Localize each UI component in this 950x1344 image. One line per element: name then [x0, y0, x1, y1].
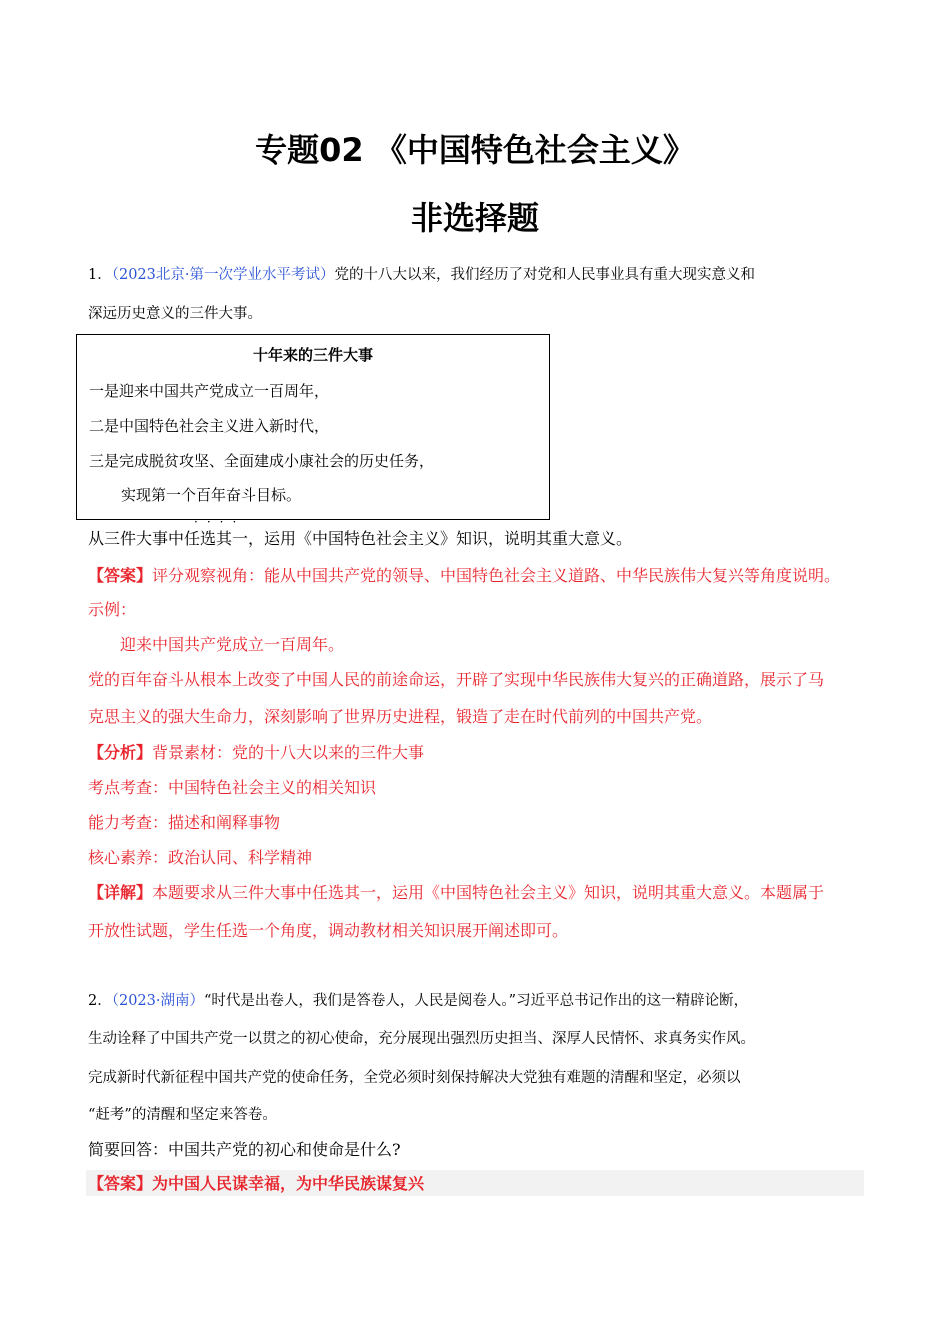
q1-answer-tag: 【答案】 — [88, 566, 153, 585]
q2-stem-line4: “赶考”的清醒和坚定来答卷。 — [88, 1107, 277, 1123]
q2-answer-text: 为中国人民谋幸福，为中华民族谋复兴 — [152, 1174, 425, 1193]
q1-analysis-tag: 【分析】 — [88, 743, 153, 762]
q1-stem-line1 — [88, 264, 755, 286]
q2-stem-line3: 完成新时代新征程中国共产党的使命任务，全党必须时刻保持解决大党独有难题的清醒和坚定，必须以 — [88, 1070, 741, 1086]
q1-detail-text1: 本题要求从三件大事中任选其一，运用《中国特色社会主义》知识，说明其重大意义。本题属于 — [152, 883, 825, 902]
q1-question: 从三件大事中任选其一，运用《中国特色社会主义》知识，说明其重大意义。 — [88, 529, 633, 548]
q1-source: （2023北京·第一次学业水平考试） — [111, 267, 335, 283]
material-item-1: 一是迎来中国共产党成立一百周年， — [89, 382, 330, 400]
q1-example-label: 示例： — [88, 600, 137, 619]
q1-kaodian: 考点考查：中国特色社会主义的相关知识 — [88, 778, 377, 797]
material-box — [76, 334, 550, 520]
q1-answer-text: 评分观察视角：能从中国共产党的领导、中国特色社会主义道路、中华民族伟大复兴等角度说明。 — [152, 566, 841, 585]
q2-stem-line1 — [88, 990, 748, 1012]
q1-analysis-text: 背景素材：党的十八大以来的三件大事 — [152, 743, 425, 762]
material-item-2: 二是中国特色社会主义进入新时代， — [89, 417, 330, 435]
q1-detail-line2: 开放性试题，学生任选一个角度，调动教材相关知识展开阐述即可。 — [88, 921, 569, 940]
q1-number: 1． — [88, 267, 112, 283]
material-item-4: 实现第一个百年奋斗目标。 — [121, 486, 302, 504]
q2-question: 简要回答：中国共产党的初心和使命是什么? — [88, 1140, 401, 1159]
page-title: 专题02 《中国特色社会主义》 — [255, 131, 695, 169]
q1-example-p1: 党的百年奋斗从根本上改变了中国人民的前途命运，开辟了实现中华民族伟大复兴的正确道路，展示了马 — [88, 670, 825, 689]
q1-example-item: 迎来中国共产党成立一百周年。 — [120, 635, 345, 654]
q2-answer — [88, 1173, 424, 1195]
q2-source: （2023·湖南） — [111, 993, 204, 1009]
q1-stem-line2: 深远历史意义的三件大事。 — [88, 306, 262, 322]
q1-detail-tag: 【详解】 — [88, 883, 153, 902]
q1-nengli: 能力考查：描述和阐释事物 — [88, 813, 281, 832]
material-item-3: 三是完成脱贫攻坚、全面建成小康社会的历史任务， — [89, 452, 435, 470]
q2-stem-text1: “时代是出卷人，我们是答卷人，人民是阅卷人。”习近平总书记作出的这一精辟论断， — [204, 993, 749, 1009]
q2-answer-tag: 【答案】 — [88, 1174, 153, 1193]
q2-stem-line2: 生动诠释了中国共产党一以贯之的初心使命，充分展现出强烈历史担当、深厚人民情怀、求真务实作风。 — [88, 1031, 755, 1047]
q1-answer — [88, 565, 840, 587]
page-subtitle: 非选择题 — [410, 199, 539, 237]
material-box-title: 十年来的三件大事 — [252, 346, 373, 364]
q1-example-p2: 克思主义的强大生命力，深刻影响了世界历史进程，锻造了走在时代前列的中国共产党。 — [88, 707, 713, 726]
emphasis-dots: ···· — [194, 515, 246, 529]
q1-detail — [88, 882, 824, 904]
q2-number: 2． — [88, 993, 112, 1009]
q1-stem-text1: 党的十八大以来，我们经历了对党和人民事业具有重大现实意义和 — [334, 267, 755, 283]
q1-analysis — [88, 742, 424, 764]
q1-suyang: 核心素养：政治认同、科学精神 — [88, 848, 313, 867]
